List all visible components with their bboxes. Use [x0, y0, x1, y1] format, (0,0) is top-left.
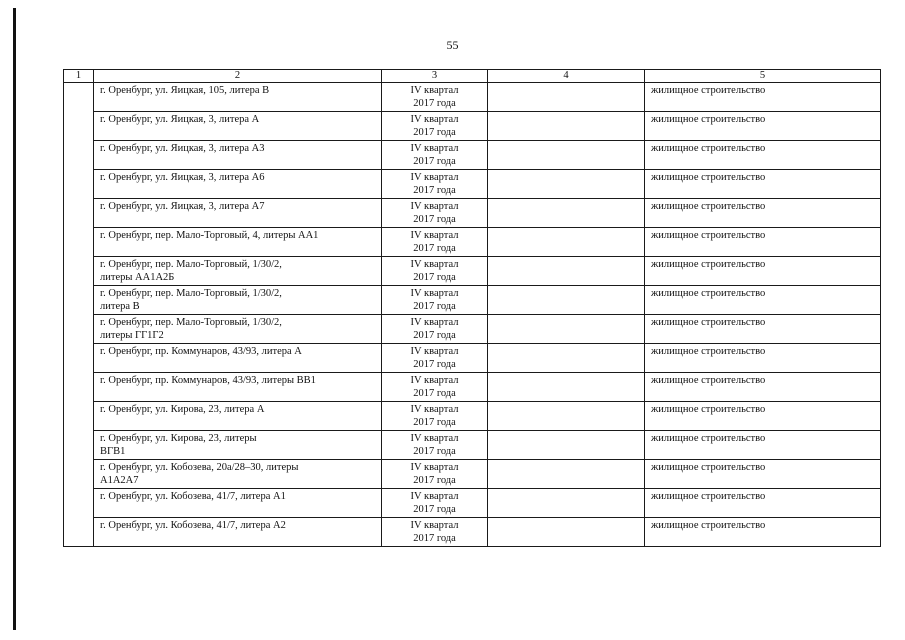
- scan-edge-line: [13, 8, 16, 630]
- term-line: IV квартал: [410, 462, 459, 473]
- term-cell: [382, 489, 488, 518]
- address-cell: [94, 286, 382, 315]
- address-cell: [94, 460, 382, 489]
- term-line: IV квартал: [410, 491, 459, 502]
- term-cell: [382, 170, 488, 199]
- empty-cell: [488, 431, 645, 460]
- address-cell: [94, 518, 382, 547]
- term-cell: [382, 460, 488, 489]
- term-line: 2017 года: [413, 301, 456, 312]
- address-line: г. Оренбург, пер. Мало-Торговый, 1/30/2,: [100, 317, 282, 328]
- purpose-cell: жилищное строительство: [645, 344, 881, 373]
- address-line: г. Оренбург, ул. Кирова, 23, литеры: [100, 433, 257, 444]
- table-row: [64, 112, 881, 141]
- table-header-row: [64, 70, 881, 83]
- empty-cell: [488, 112, 645, 141]
- table-row: [64, 257, 881, 286]
- term-cell: [382, 112, 488, 141]
- address-line: г. Оренбург, ул. Яицкая, 3, литера А: [100, 114, 260, 125]
- empty-cell: [488, 141, 645, 170]
- table-row: [64, 286, 881, 315]
- term-line: IV квартал: [410, 172, 459, 183]
- table-row: [64, 373, 881, 402]
- address-line: г. Оренбург, ул. Кобозева, 41/7, литера А1: [100, 491, 286, 502]
- address-cell: [94, 112, 382, 141]
- term-cell: [382, 402, 488, 431]
- term-line: 2017 года: [413, 533, 456, 544]
- term-line: IV квартал: [410, 433, 459, 444]
- table-row: [64, 402, 881, 431]
- term-cell: [382, 286, 488, 315]
- term-line: 2017 года: [413, 156, 456, 167]
- table-row: [64, 518, 881, 547]
- term-cell: [382, 373, 488, 402]
- address-line: г. Оренбург, ул. Яицкая, 3, литера А3: [100, 143, 265, 154]
- term-cell: [382, 315, 488, 344]
- land-plots-table: [63, 69, 881, 547]
- table-row: [64, 83, 881, 112]
- term-line: 2017 года: [413, 359, 456, 370]
- address-cell: [94, 141, 382, 170]
- table-row: [64, 344, 881, 373]
- term-line: 2017 года: [413, 417, 456, 428]
- term-cell: [382, 344, 488, 373]
- term-cell: [382, 83, 488, 112]
- term-line: IV квартал: [410, 404, 459, 415]
- empty-cell: [488, 83, 645, 112]
- address-cell: [94, 199, 382, 228]
- term-line: 2017 года: [413, 185, 456, 196]
- address-line: литеры ГГ1Г2: [100, 330, 164, 341]
- address-line: г. Оренбург, ул. Кобозева, 20а/28–30, литеры: [100, 462, 299, 473]
- purpose-cell: жилищное строительство: [645, 286, 881, 315]
- purpose-cell: жилищное строительство: [645, 141, 881, 170]
- address-line: А1А2А7: [100, 475, 139, 486]
- table-row: [64, 315, 881, 344]
- purpose-cell: жилищное строительство: [645, 199, 881, 228]
- address-line: г. Оренбург, пер. Мало-Торговый, 1/30/2,: [100, 259, 282, 270]
- address-cell: [94, 373, 382, 402]
- purpose-cell: жилищное строительство: [645, 83, 881, 112]
- term-cell: [382, 141, 488, 170]
- address-cell: [94, 257, 382, 286]
- term-line: IV квартал: [410, 288, 459, 299]
- address-cell: [94, 170, 382, 199]
- term-line: IV квартал: [410, 201, 459, 212]
- term-cell: [382, 257, 488, 286]
- table-row: [64, 489, 881, 518]
- row-number-cell: [64, 83, 94, 547]
- address-line: г. Оренбург, пр. Коммунаров, 43/93, литера А: [100, 346, 302, 357]
- term-line: 2017 года: [413, 127, 456, 138]
- empty-cell: [488, 170, 645, 199]
- empty-cell: [488, 373, 645, 402]
- address-cell: [94, 402, 382, 431]
- address-cell: [94, 83, 382, 112]
- term-line: IV квартал: [410, 114, 459, 125]
- header-col-5: 5: [645, 70, 881, 83]
- purpose-cell: жилищное строительство: [645, 170, 881, 199]
- header-col-4: 4: [488, 70, 645, 83]
- empty-cell: [488, 489, 645, 518]
- term-line: 2017 года: [413, 504, 456, 515]
- term-cell: [382, 199, 488, 228]
- term-line: 2017 года: [413, 98, 456, 109]
- table-row: [64, 199, 881, 228]
- empty-cell: [488, 315, 645, 344]
- table-row: [64, 141, 881, 170]
- empty-cell: [488, 460, 645, 489]
- purpose-cell: жилищное строительство: [645, 373, 881, 402]
- address-cell: [94, 344, 382, 373]
- purpose-cell: жилищное строительство: [645, 460, 881, 489]
- address-line: литера В: [100, 301, 140, 312]
- table-row: [64, 170, 881, 199]
- term-line: 2017 года: [413, 446, 456, 457]
- purpose-cell: жилищное строительство: [645, 431, 881, 460]
- purpose-cell: жилищное строительство: [645, 315, 881, 344]
- term-line: 2017 года: [413, 214, 456, 225]
- empty-cell: [488, 402, 645, 431]
- empty-cell: [488, 228, 645, 257]
- term-line: IV квартал: [410, 375, 459, 386]
- term-cell: [382, 228, 488, 257]
- term-line: 2017 года: [413, 330, 456, 341]
- empty-cell: [488, 257, 645, 286]
- header-col-3: 3: [382, 70, 488, 83]
- address-cell: [94, 228, 382, 257]
- table-row: [64, 460, 881, 489]
- empty-cell: [488, 518, 645, 547]
- address-cell: [94, 315, 382, 344]
- header-col-2: 2: [94, 70, 382, 83]
- address-line: г. Оренбург, ул. Кобозева, 41/7, литера А2: [100, 520, 286, 531]
- term-line: IV квартал: [410, 346, 459, 357]
- address-line: г. Оренбург, ул. Яицкая, 105, литера В: [100, 85, 270, 96]
- term-line: 2017 года: [413, 475, 456, 486]
- term-cell: [382, 431, 488, 460]
- address-line: ВГВ1: [100, 446, 126, 457]
- table-row: [64, 228, 881, 257]
- address-line: г. Оренбург, ул. Яицкая, 3, литера А7: [100, 201, 265, 212]
- table-body: [64, 83, 881, 547]
- purpose-cell: жилищное строительство: [645, 518, 881, 547]
- page-number: 55: [446, 38, 459, 52]
- purpose-cell: жилищное строительство: [645, 112, 881, 141]
- term-line: IV квартал: [410, 230, 459, 241]
- term-line: IV квартал: [410, 520, 459, 531]
- address-line: г. Оренбург, ул. Яицкая, 3, литера А6: [100, 172, 265, 183]
- empty-cell: [488, 344, 645, 373]
- term-line: 2017 года: [413, 243, 456, 254]
- address-line: литеры АА1А2Б: [100, 272, 175, 283]
- term-line: 2017 года: [413, 388, 456, 399]
- term-line: 2017 года: [413, 272, 456, 283]
- purpose-cell: жилищное строительство: [645, 402, 881, 431]
- term-line: IV квартал: [410, 317, 459, 328]
- empty-cell: [488, 286, 645, 315]
- address-cell: [94, 431, 382, 460]
- address-line: г. Оренбург, пер. Мало-Торговый, 4, литеры АА1: [100, 230, 319, 241]
- purpose-cell: жилищное строительство: [645, 228, 881, 257]
- term-line: IV квартал: [410, 259, 459, 270]
- header-col-1: 1: [64, 70, 94, 83]
- empty-cell: [488, 199, 645, 228]
- address-line: г. Оренбург, пер. Мало-Торговый, 1/30/2,: [100, 288, 282, 299]
- address-line: г. Оренбург, ул. Кирова, 23, литера А: [100, 404, 265, 415]
- address-line: г. Оренбург, пр. Коммунаров, 43/93, литеры ВВ1: [100, 375, 316, 386]
- address-cell: [94, 489, 382, 518]
- table-row: [64, 431, 881, 460]
- term-cell: [382, 518, 488, 547]
- purpose-cell: жилищное строительство: [645, 257, 881, 286]
- purpose-cell: жилищное строительство: [645, 489, 881, 518]
- term-line: IV квартал: [410, 143, 459, 154]
- term-line: IV квартал: [410, 85, 459, 96]
